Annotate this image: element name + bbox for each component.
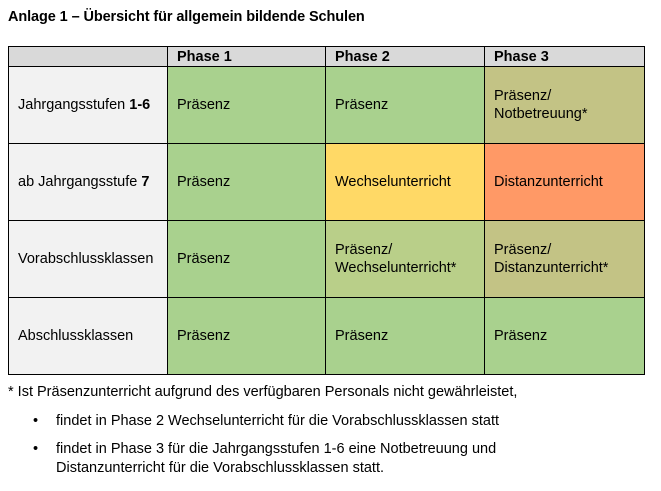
header-phase-2: Phase 2: [326, 47, 485, 67]
header-empty-cell: [9, 47, 168, 67]
cell-phase-2: Wechselunterricht: [326, 144, 485, 221]
cell-phase-2: Präsenz: [326, 67, 485, 144]
row-label-vorabschlussklassen: Vorabschlussklassen: [9, 221, 168, 298]
phase-overview-table: [8, 46, 645, 375]
row-label-ab-jahrgangsstufe-7: ab Jahrgangsstufe 7: [9, 144, 168, 221]
table-row: [9, 221, 645, 298]
list-item: • findet in Phase 2 Wechselunterricht für die Vorabschlussklassen statt: [33, 413, 500, 429]
cell-phase-3: Distanzunterricht: [485, 144, 645, 221]
cell-phase-1: Präsenz: [168, 144, 326, 221]
footnote-text: * Ist Präsenzunterricht aufgrund des verfügbaren Personals nicht gewährleistet,: [8, 384, 518, 400]
cell-phase-1: Präsenz: [168, 67, 326, 144]
cell-phase-2: Präsenz/ Wechselunterricht*: [326, 221, 485, 298]
table-row: [9, 298, 645, 375]
document-title: Anlage 1 – Übersicht für allgemein bildende Schulen: [8, 9, 365, 25]
row-label-jahrgangsstufen-1-6: Jahrgangsstufen 1-6: [9, 67, 168, 144]
header-phase-3: Phase 3: [485, 47, 645, 67]
cell-phase-1: Präsenz: [168, 221, 326, 298]
table-row: [9, 144, 645, 221]
cell-phase-3: Präsenz/ Distanzunterricht*: [485, 221, 645, 298]
cell-phase-1: Präsenz: [168, 298, 326, 375]
cell-phase-3: Präsenz: [485, 298, 645, 375]
header-phase-1: Phase 1: [168, 47, 326, 67]
bullet-icon: •: [33, 413, 39, 429]
bullet-icon: •: [33, 441, 39, 457]
table-header-row: [9, 47, 645, 67]
table-row: [9, 67, 645, 144]
row-label-abschlussklassen: Abschlussklassen: [9, 298, 168, 375]
cell-phase-2: Präsenz: [326, 298, 485, 375]
footnote-bullet-list: [0, 412, 661, 487]
cell-phase-3: Präsenz/ Notbetreuung*: [485, 67, 645, 144]
list-item: • findet in Phase 3 für die Jahrgangsstufen 1-6 eine Notbetreuung und Distanzunterricht für die Vorabschlussklassen statt.: [33, 441, 497, 476]
